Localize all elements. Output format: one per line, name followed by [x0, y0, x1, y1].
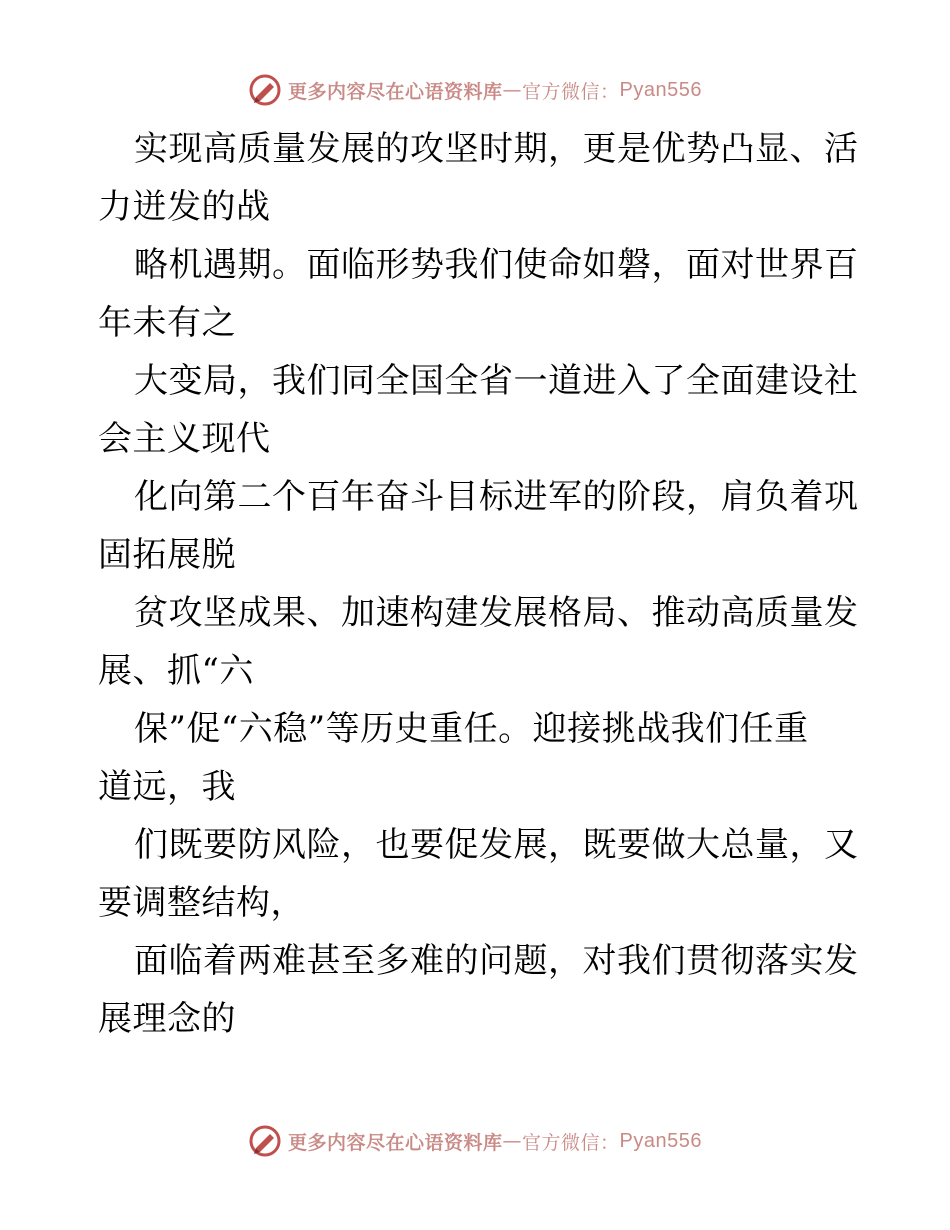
- header-watermark: [0, 70, 950, 110]
- watermark-label: 官方微信：: [522, 80, 620, 103]
- body-line: 力迸发的战: [98, 187, 271, 227]
- body-line: 会主义现代: [98, 419, 271, 459]
- body-line: 实现高质量发展的攻坚时期，更是优势凸显、活: [134, 129, 859, 169]
- body-line: 要调整结构，: [98, 883, 305, 923]
- body-line: 展理念的: [98, 999, 236, 1039]
- body-line: 贫攻坚成果、加速构建发展格局、推动高质量发: [134, 593, 859, 633]
- body-line: 化向第二个百年奋斗目标进军的阶段，肩负着巩: [134, 477, 859, 517]
- body-line: 们既要防风险，也要促发展，既要做大总量，又: [134, 825, 859, 865]
- watermark-separator: —: [502, 79, 523, 101]
- body-line: 略机遇期。面临形势我们使命如磐，面对世界百: [134, 245, 859, 285]
- body-line: 展、抓“六: [98, 651, 254, 691]
- document-body: [98, 120, 858, 1048]
- body-line: 大变局，我们同全国全省一道进入了全面建设社: [134, 361, 859, 401]
- red-pen-circle-icon: [248, 73, 282, 107]
- watermark-text: 更多内容尽在心语资料库: [288, 1131, 503, 1154]
- body-line: 固拓展脱: [98, 535, 236, 575]
- footer-watermark: [0, 1121, 950, 1161]
- body-line: 年未有之: [98, 303, 236, 343]
- watermark-account: Pyan556: [619, 1129, 702, 1152]
- watermark-account: Pyan556: [619, 78, 702, 101]
- watermark-text: 更多内容尽在心语资料库: [288, 80, 503, 103]
- watermark-label: 官方微信：: [522, 1131, 620, 1154]
- red-pen-circle-icon: [248, 1124, 282, 1158]
- body-line: 道远，我: [98, 767, 236, 807]
- watermark-separator: —: [502, 1130, 523, 1152]
- body-line: 面临着两难甚至多难的问题，对我们贯彻落实发: [134, 941, 859, 981]
- body-line: 保”促“六稳”等历史重任。迎接挑战我们任重: [134, 709, 809, 749]
